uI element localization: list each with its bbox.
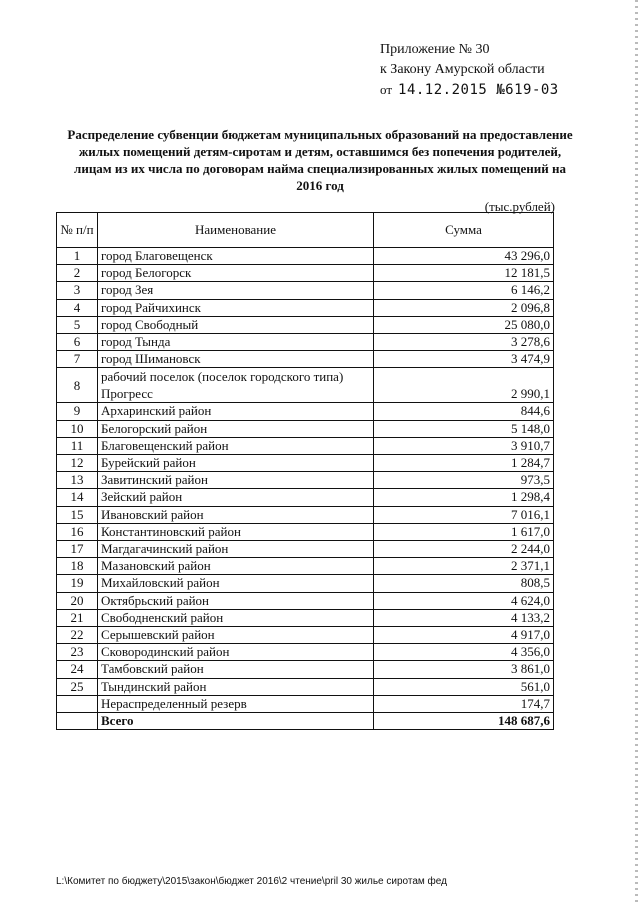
row-sum: 4 133,2 <box>374 609 554 626</box>
table-row <box>57 334 554 351</box>
total-num <box>57 713 98 730</box>
row-num: 10 <box>57 420 98 437</box>
row-sum: 844,6 <box>374 403 554 420</box>
units-label: (тыс.рублей) <box>484 199 555 214</box>
row-sum: 174,7 <box>374 695 554 712</box>
table-header-row <box>57 213 554 248</box>
table-row <box>57 316 554 333</box>
row-sum: 973,5 <box>374 472 554 489</box>
appendix-date-stamp: 14.12.2015 №619-03 <box>398 82 559 98</box>
row-num: 5 <box>57 316 98 333</box>
appendix-number: Приложение № 30 <box>380 42 490 57</box>
table-row <box>57 575 554 592</box>
row-num: 7 <box>57 351 98 368</box>
table-row <box>57 695 554 712</box>
row-num: 14 <box>57 489 98 506</box>
table-row <box>57 523 554 540</box>
table-row <box>57 592 554 609</box>
row-name: Архаринский район <box>98 403 374 420</box>
row-name: Нераспределенный резерв <box>98 695 374 712</box>
row-name: Тамбовский район <box>98 661 374 678</box>
row-num: 12 <box>57 455 98 472</box>
row-num: 20 <box>57 592 98 609</box>
row-sum: 2 990,1 <box>374 368 554 403</box>
row-num: 1 <box>57 248 98 265</box>
row-sum: 4 917,0 <box>374 627 554 644</box>
row-num: 6 <box>57 334 98 351</box>
row-sum: 25 080,0 <box>374 316 554 333</box>
row-num: 9 <box>57 403 98 420</box>
row-name: Ивановский район <box>98 506 374 523</box>
appendix-header <box>380 40 559 101</box>
row-name: Серышевский район <box>98 627 374 644</box>
table-row <box>57 609 554 626</box>
row-sum: 2 244,0 <box>374 541 554 558</box>
total-label: Всего <box>98 713 374 730</box>
table-row <box>57 455 554 472</box>
row-name: Благовещенский район <box>98 437 374 454</box>
table-row <box>57 472 554 489</box>
header-num: № п/п <box>57 213 98 248</box>
row-num: 16 <box>57 523 98 540</box>
row-num: 18 <box>57 558 98 575</box>
row-sum: 6 146,2 <box>374 282 554 299</box>
table-row <box>57 558 554 575</box>
row-name: город Шимановск <box>98 351 374 368</box>
row-name: город Райчихинск <box>98 299 374 316</box>
row-sum: 808,5 <box>374 575 554 592</box>
row-name: Белогорский район <box>98 420 374 437</box>
row-sum: 561,0 <box>374 678 554 695</box>
row-sum: 2 096,8 <box>374 299 554 316</box>
row-num: 4 <box>57 299 98 316</box>
row-num: 17 <box>57 541 98 558</box>
row-sum: 3 910,7 <box>374 437 554 454</box>
row-num: 22 <box>57 627 98 644</box>
header-name: Наименование <box>98 213 374 248</box>
row-sum: 4 356,0 <box>374 644 554 661</box>
row-num: 8 <box>57 368 98 403</box>
row-name: город Свободный <box>98 316 374 333</box>
table-row <box>57 403 554 420</box>
row-num: 25 <box>57 678 98 695</box>
row-name: город Тында <box>98 334 374 351</box>
table-total-row <box>57 713 554 730</box>
table-row <box>57 506 554 523</box>
row-sum: 4 624,0 <box>374 592 554 609</box>
table-body <box>57 248 554 713</box>
row-name: Завитинский район <box>98 472 374 489</box>
header-sum: Сумма <box>374 213 554 248</box>
row-num: 21 <box>57 609 98 626</box>
row-name: Константиновский район <box>98 523 374 540</box>
row-name: Зейский район <box>98 489 374 506</box>
table-row <box>57 299 554 316</box>
row-num: 23 <box>57 644 98 661</box>
appendix-date-prefix: от <box>380 82 393 97</box>
row-num: 3 <box>57 282 98 299</box>
row-sum: 3 474,9 <box>374 351 554 368</box>
table-row <box>57 627 554 644</box>
row-name: Сковородинский район <box>98 644 374 661</box>
row-sum: 1 284,7 <box>374 455 554 472</box>
appendix-law: к Закону Амурской области <box>380 62 545 77</box>
row-name: Мазановский район <box>98 558 374 575</box>
table-row <box>57 351 554 368</box>
row-name: Октябрьский район <box>98 592 374 609</box>
table-row <box>57 644 554 661</box>
row-name: город Белогорск <box>98 265 374 282</box>
row-name: Свободненский район <box>98 609 374 626</box>
row-num: 13 <box>57 472 98 489</box>
table-row <box>57 541 554 558</box>
appendix-date-line <box>380 80 559 101</box>
table-row <box>57 678 554 695</box>
table-row <box>57 420 554 437</box>
document-title: Распределение субвенции бюджетам муниципальных образований на предоставление жилых помещений детям-сиротам и детям, оставшимся без попечения родителей, лицам из их числа по договорам найма специализированных жилых помещений на 2016 год <box>67 127 573 193</box>
row-name: Магдагачинский район <box>98 541 374 558</box>
row-num: 11 <box>57 437 98 454</box>
row-num: 2 <box>57 265 98 282</box>
row-sum: 3 861,0 <box>374 661 554 678</box>
row-sum: 3 278,6 <box>374 334 554 351</box>
row-num: 24 <box>57 661 98 678</box>
table-row <box>57 265 554 282</box>
row-sum: 7 016,1 <box>374 506 554 523</box>
row-sum: 1 617,0 <box>374 523 554 540</box>
table-row <box>57 368 554 403</box>
row-name: Михайловский район <box>98 575 374 592</box>
row-sum: 43 296,0 <box>374 248 554 265</box>
distribution-table <box>56 212 554 730</box>
row-name: Бурейский район <box>98 455 374 472</box>
table-row <box>57 489 554 506</box>
row-name: рабочий поселок (поселок городского типа) Прогресс <box>98 368 374 403</box>
row-sum: 12 181,5 <box>374 265 554 282</box>
row-num <box>57 695 98 712</box>
row-sum: 2 371,1 <box>374 558 554 575</box>
scan-edge <box>635 0 638 905</box>
table-row <box>57 437 554 454</box>
table-row <box>57 282 554 299</box>
row-name: город Благовещенск <box>98 248 374 265</box>
row-sum: 5 148,0 <box>374 420 554 437</box>
table-row <box>57 661 554 678</box>
row-sum: 1 298,4 <box>374 489 554 506</box>
row-num: 19 <box>57 575 98 592</box>
total-sum: 148 687,6 <box>374 713 554 730</box>
row-name: город Зея <box>98 282 374 299</box>
row-name: Тындинский район <box>98 678 374 695</box>
file-path-footer: L:\Комитет по бюджету\2015\закон\бюджет 2016\2 чтение\pril 30 жилье сиротам фед <box>56 876 447 887</box>
table-row <box>57 248 554 265</box>
row-num: 15 <box>57 506 98 523</box>
